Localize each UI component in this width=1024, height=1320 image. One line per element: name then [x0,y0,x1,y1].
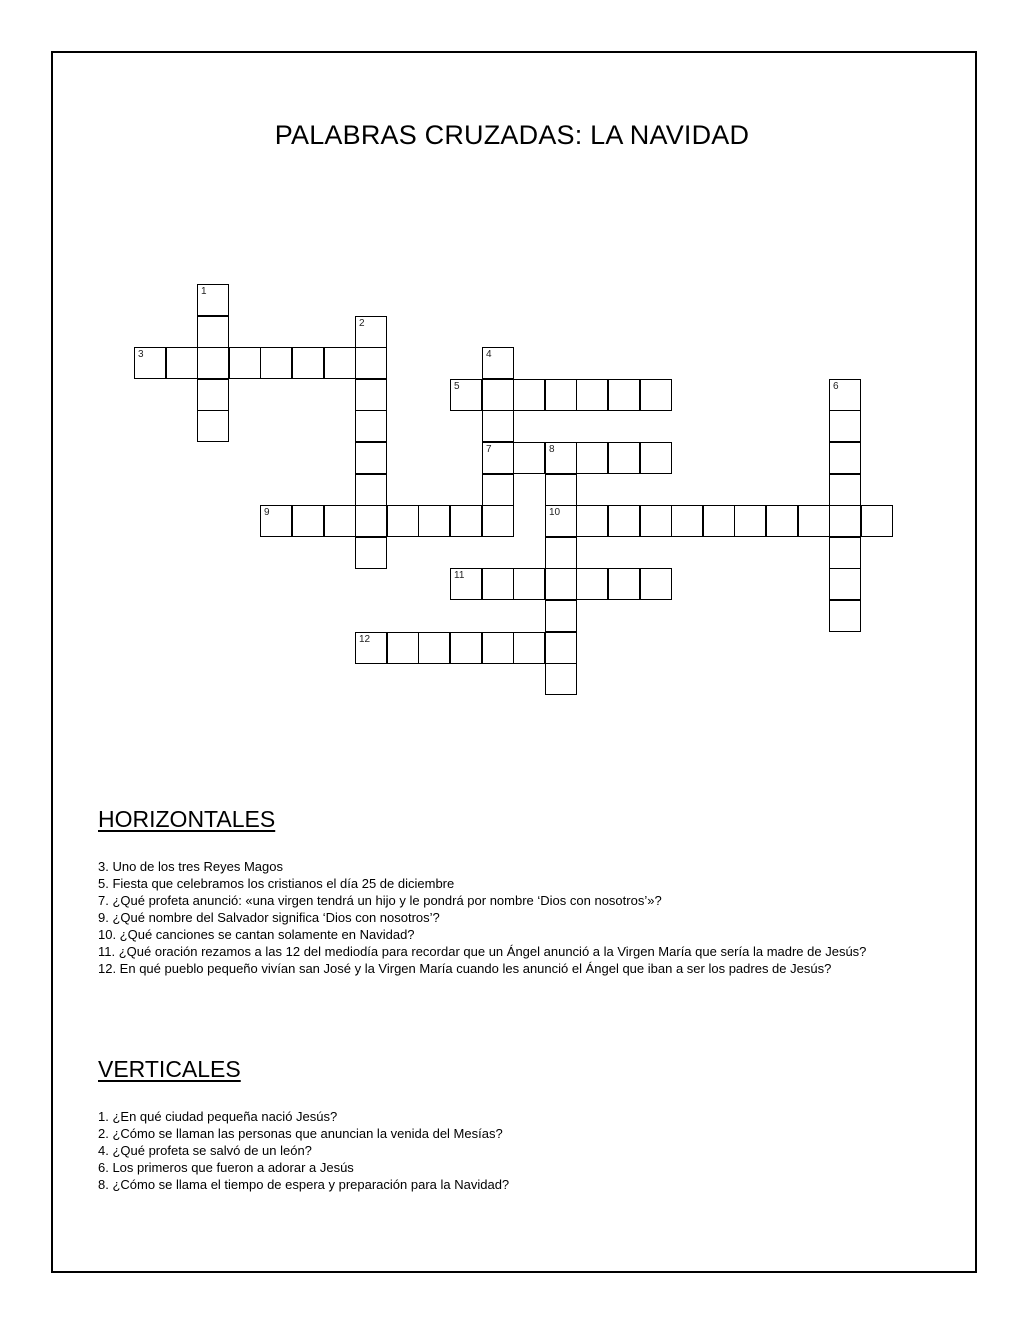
crossword-cell[interactable] [640,442,672,474]
crossword-cell[interactable] [450,379,482,411]
clue-down-1: 1. ¿En qué ciudad pequeña nació Jesús? [98,1109,338,1124]
clue-number: 10 [549,507,561,518]
crossword-cell[interactable] [355,379,387,411]
crossword-cell[interactable] [545,568,577,600]
crossword-cell[interactable] [260,505,292,537]
crossword-cell[interactable] [608,505,640,537]
crossword-cell[interactable] [355,537,387,569]
crossword-cell[interactable] [545,663,577,695]
crossword-cell[interactable] [292,505,324,537]
crossword-cell[interactable] [387,632,419,664]
crossword-cell[interactable] [387,505,419,537]
crossword-cell[interactable] [197,316,229,348]
crossword-cell[interactable] [798,505,830,537]
clue-down-4: 4. ¿Qué profeta se salvó de un león? [98,1143,312,1158]
crossword-cell[interactable] [829,474,861,506]
crossword-cell[interactable] [166,347,198,379]
crossword-cell[interactable] [197,347,229,379]
crossword-cell[interactable] [829,537,861,569]
crossword-cell[interactable] [576,505,608,537]
crossword-cell[interactable] [608,379,640,411]
crossword-cell[interactable] [482,347,514,379]
crossword-cell[interactable] [482,379,514,411]
crossword-cell[interactable] [355,474,387,506]
crossword-cell[interactable] [829,600,861,632]
crossword-cell[interactable] [418,632,450,664]
crossword-cell[interactable] [450,568,482,600]
crossword-cell[interactable] [545,600,577,632]
clue-number: 11 [454,570,465,581]
clue-number: 4 [486,349,492,360]
crossword-cell[interactable] [829,442,861,474]
clue-number: 3 [138,349,144,360]
crossword-cell[interactable] [576,568,608,600]
crossword-cell[interactable] [482,505,514,537]
clue-down-6: 6. Los primeros que fueron a adorar a Jesús [98,1160,354,1175]
crossword-cell[interactable] [324,347,356,379]
crossword-cell[interactable] [766,505,798,537]
clue-across-5: 5. Fiesta que celebramos los cristianos el día 25 de diciembre [98,876,455,891]
page-title: PALABRAS CRUZADAS: LA NAVIDAD [274,120,750,150]
crossword-cell[interactable] [640,568,672,600]
clue-number: 2 [359,318,365,329]
clue-number: 9 [264,507,270,518]
crossword-cell[interactable] [324,505,356,537]
clue-across-12: 12. En qué pueblo pequeño vivían san José y la Virgen María cuando les anunció el Ángel que iban a ser los padres de Jesús? [98,961,832,976]
crossword-cell[interactable] [355,410,387,442]
crossword-cell[interactable] [545,537,577,569]
crossword-cell[interactable] [482,410,514,442]
crossword-cell[interactable] [482,442,514,474]
clue-number: 8 [549,444,555,455]
crossword-cell[interactable] [418,505,450,537]
crossword-cell[interactable] [545,632,577,664]
clue-number: 12 [359,634,371,645]
crossword-cell[interactable] [640,505,672,537]
crossword-cell[interactable] [513,632,545,664]
crossword-cell[interactable] [197,379,229,411]
clue-across-9: 9. ¿Qué nombre del Salvador significa ‘Dios con nosotros’? [98,910,440,925]
horizontales-heading: HORIZONTALES [98,806,276,832]
clue-across-11: 11. ¿Qué oración rezamos a las 12 del mediodía para recordar que un Ángel anunció a la Virgen María que sería la madre de Jesús? [98,944,867,959]
crossword-cell[interactable] [513,379,545,411]
crossword-cell[interactable] [355,347,387,379]
crossword-cell[interactable] [829,379,861,411]
clue-number: 5 [454,381,460,392]
crossword-cell[interactable] [355,442,387,474]
crossword-cell[interactable] [829,568,861,600]
crossword-cell[interactable] [545,379,577,411]
clue-across-10: 10. ¿Qué canciones se cantan solamente en Navidad? [98,927,415,942]
verticales-heading: VERTICALES [98,1056,241,1082]
crossword-cell[interactable] [355,316,387,348]
crossword-cell[interactable] [703,505,735,537]
crossword-cell[interactable] [861,505,893,537]
clue-down-8: 8. ¿Cómo se llama el tiempo de espera y preparación para la Navidad? [98,1177,510,1192]
crossword-cell[interactable] [545,442,577,474]
clue-number: 7 [486,444,492,455]
crossword-cell[interactable] [229,347,261,379]
crossword-cell[interactable] [134,347,166,379]
crossword-cell[interactable] [450,505,482,537]
crossword-cell[interactable] [576,442,608,474]
crossword-cell[interactable] [576,379,608,411]
crossword-cell[interactable] [608,442,640,474]
crossword-cell[interactable] [355,632,387,664]
clue-across-7: 7. ¿Qué profeta anunció: «una virgen tendrá un hijo y le pondrá por nombre ‘Dios con nosotros’»? [98,893,662,908]
clue-number: 6 [833,381,839,392]
crossword-cell[interactable] [734,505,766,537]
crossword-cell[interactable] [450,632,482,664]
crossword-cell[interactable] [355,505,387,537]
crossword-cell[interactable] [545,505,577,537]
horizontales-clue-list [98,858,866,977]
crossword-cell[interactable] [640,379,672,411]
crossword-cell[interactable] [671,505,703,537]
crossword-cell[interactable] [197,410,229,442]
crossword-cell[interactable] [482,568,514,600]
crossword-cell[interactable] [260,347,292,379]
clue-across-3: 3. Uno de los tres Reyes Magos [98,859,283,874]
crossword-cell[interactable] [482,632,514,664]
crossword-cell[interactable] [292,347,324,379]
crossword-cell[interactable] [513,568,545,600]
crossword-cell[interactable] [197,284,229,316]
clue-down-2: 2. ¿Cómo se llaman las personas que anuncian la venida del Mesías? [98,1126,503,1141]
crossword-cell[interactable] [608,568,640,600]
crossword-cell[interactable] [482,474,514,506]
crossword-cell[interactable] [513,442,545,474]
verticales-clue-list [98,1108,509,1193]
crossword-cell[interactable] [829,505,861,537]
clue-number: 1 [201,286,207,297]
crossword-cell[interactable] [829,410,861,442]
crossword-cell[interactable] [545,474,577,506]
